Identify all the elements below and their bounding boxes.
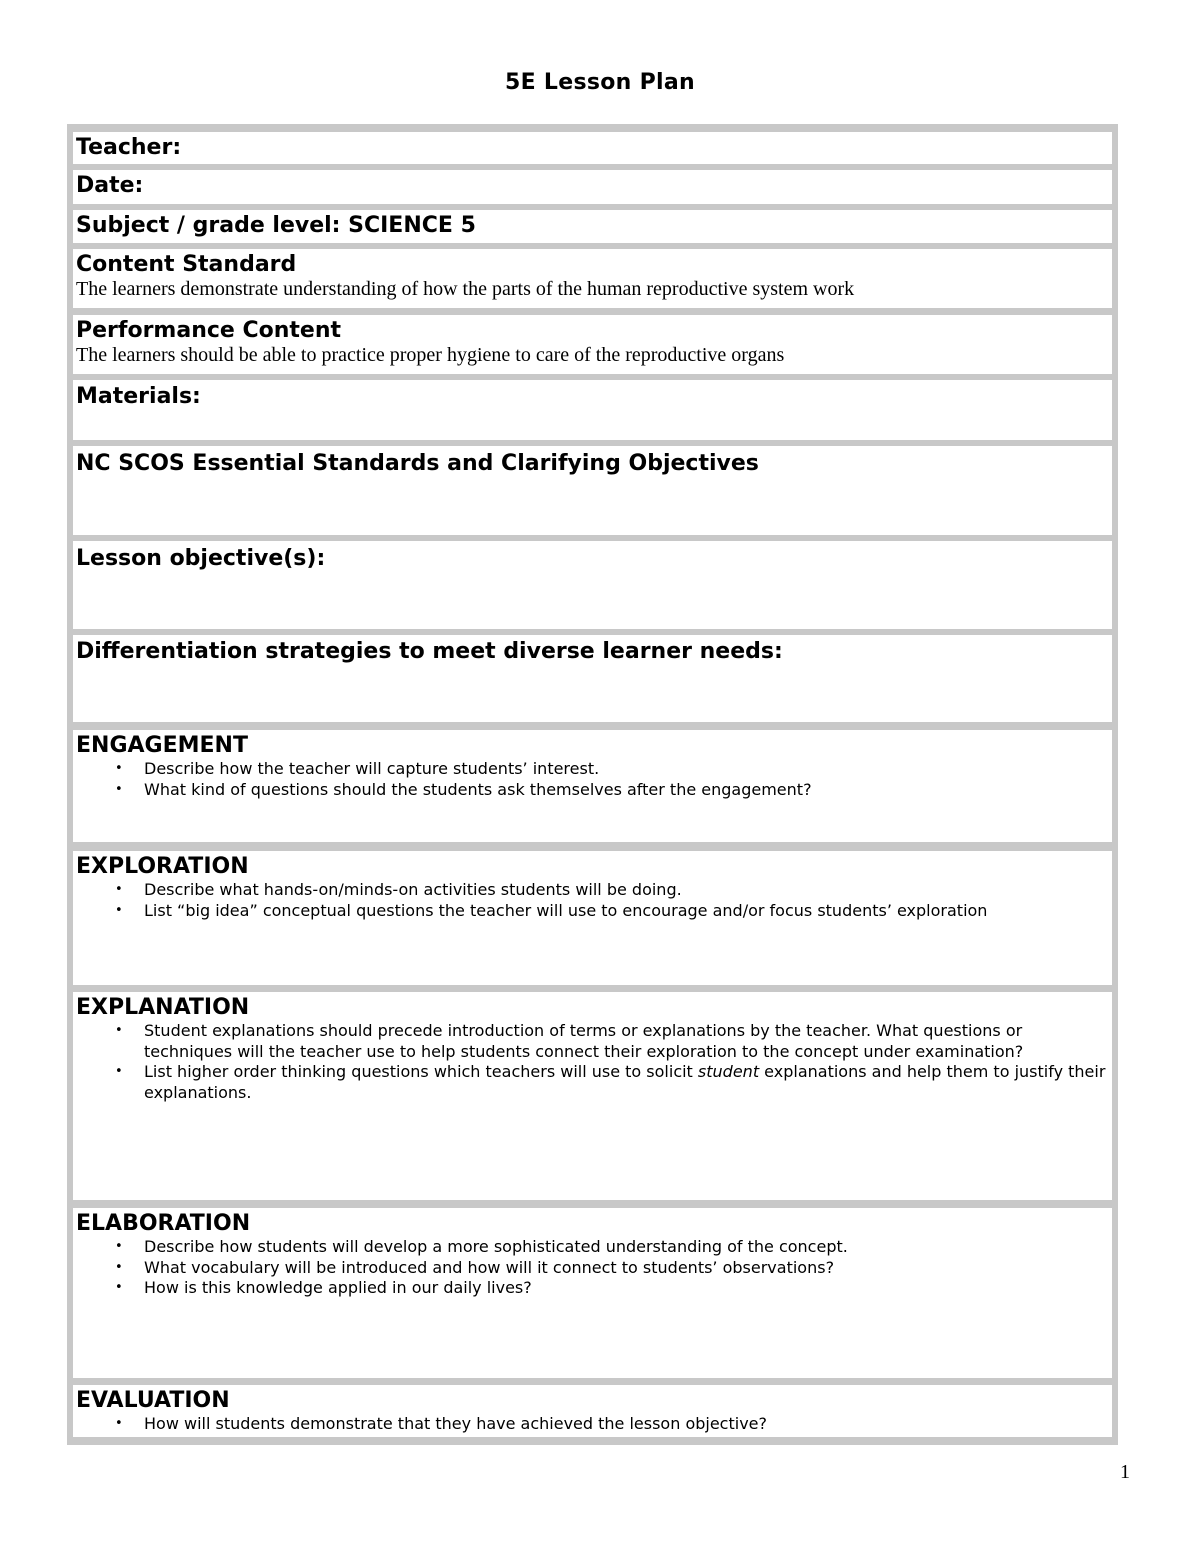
list-item: • Describe what hands-on/minds-on activities students will be doing. [144, 880, 1109, 901]
teacher-cell [73, 132, 1112, 164]
differentiation-label: Differentiation strategies to meet diverse learner needs: [76, 639, 783, 664]
explanation-label: EXPLANATION [76, 995, 250, 1020]
evaluation-label: EVALUATION [76, 1388, 230, 1413]
differentiation-cell [73, 635, 1112, 722]
content-standard-text: The learners demonstrate understanding of how the parts of the human reproductive system work [76, 278, 855, 300]
list-item: • What kind of questions should the students ask themselves after the engagement? [144, 780, 1109, 801]
list-item: • List “big idea” conceptual questions the teacher will use to encourage and/or focus students’ exploration [144, 901, 1109, 922]
list-item: • How is this knowledge applied in our daily lives? [144, 1278, 1109, 1299]
emphasized-word: student [697, 1062, 760, 1081]
elaboration-label: ELABORATION [76, 1211, 251, 1236]
exploration-label: EXPLORATION [76, 854, 249, 879]
nc-scos-label: NC SCOS Essential Standards and Clarifying Objectives [76, 451, 759, 476]
evaluation-list [76, 1414, 1109, 1435]
list-item: • Describe how the teacher will capture students’ interest. [144, 759, 1109, 780]
engagement-label: ENGAGEMENT [76, 733, 248, 758]
list-item: • What vocabulary will be introduced and how will it connect to students’ observations? [144, 1258, 1109, 1279]
list-item-text: List higher order thinking questions which teachers will use to solicit [144, 1062, 698, 1081]
materials-cell [73, 380, 1112, 440]
elaboration-cell [73, 1208, 1112, 1378]
lesson-objectives-label: Lesson objective(s): [76, 546, 326, 571]
evaluation-cell [73, 1385, 1112, 1437]
explanation-list [76, 1021, 1109, 1103]
exploration-cell [73, 851, 1112, 985]
materials-label: Materials: [76, 384, 201, 409]
content-standard-cell [73, 249, 1112, 308]
teacher-label: Teacher: [76, 135, 182, 160]
explanation-cell [73, 992, 1112, 1200]
subject-label: Subject / grade level: SCIENCE 5 [76, 213, 476, 238]
list-item: • How will students demonstrate that they have achieved the lesson objective? [144, 1414, 1109, 1435]
lesson-objectives-cell [73, 541, 1112, 629]
performance-content-text: The learners should be able to practice proper hygiene to care of the reproductive organs [76, 344, 785, 366]
page-number: 1 [1120, 1461, 1130, 1483]
list-item-text: explanations and help them to justify their explanations. [144, 1062, 1106, 1102]
content-standard-label: Content Standard [76, 252, 297, 277]
page-title: 5E Lesson Plan [505, 70, 695, 95]
list-item: • Student explanations should precede introduction of terms or explanations by the teacher. What questions or techniques will the teacher use to help students connect their exploration to the concept under examination? [144, 1021, 1109, 1062]
list-item [144, 1062, 1109, 1103]
performance-content-label: Performance Content [76, 318, 342, 343]
engagement-cell [73, 730, 1112, 842]
list-item: • Describe how students will develop a more sophisticated understanding of the concept. [144, 1237, 1109, 1258]
subject-cell [73, 210, 1112, 243]
elaboration-list [76, 1237, 1109, 1299]
exploration-list [76, 880, 1109, 921]
date-cell [73, 170, 1112, 204]
performance-content-cell [73, 315, 1112, 374]
date-label: Date: [76, 173, 144, 198]
nc-scos-cell [73, 446, 1112, 535]
engagement-list [76, 759, 1109, 800]
